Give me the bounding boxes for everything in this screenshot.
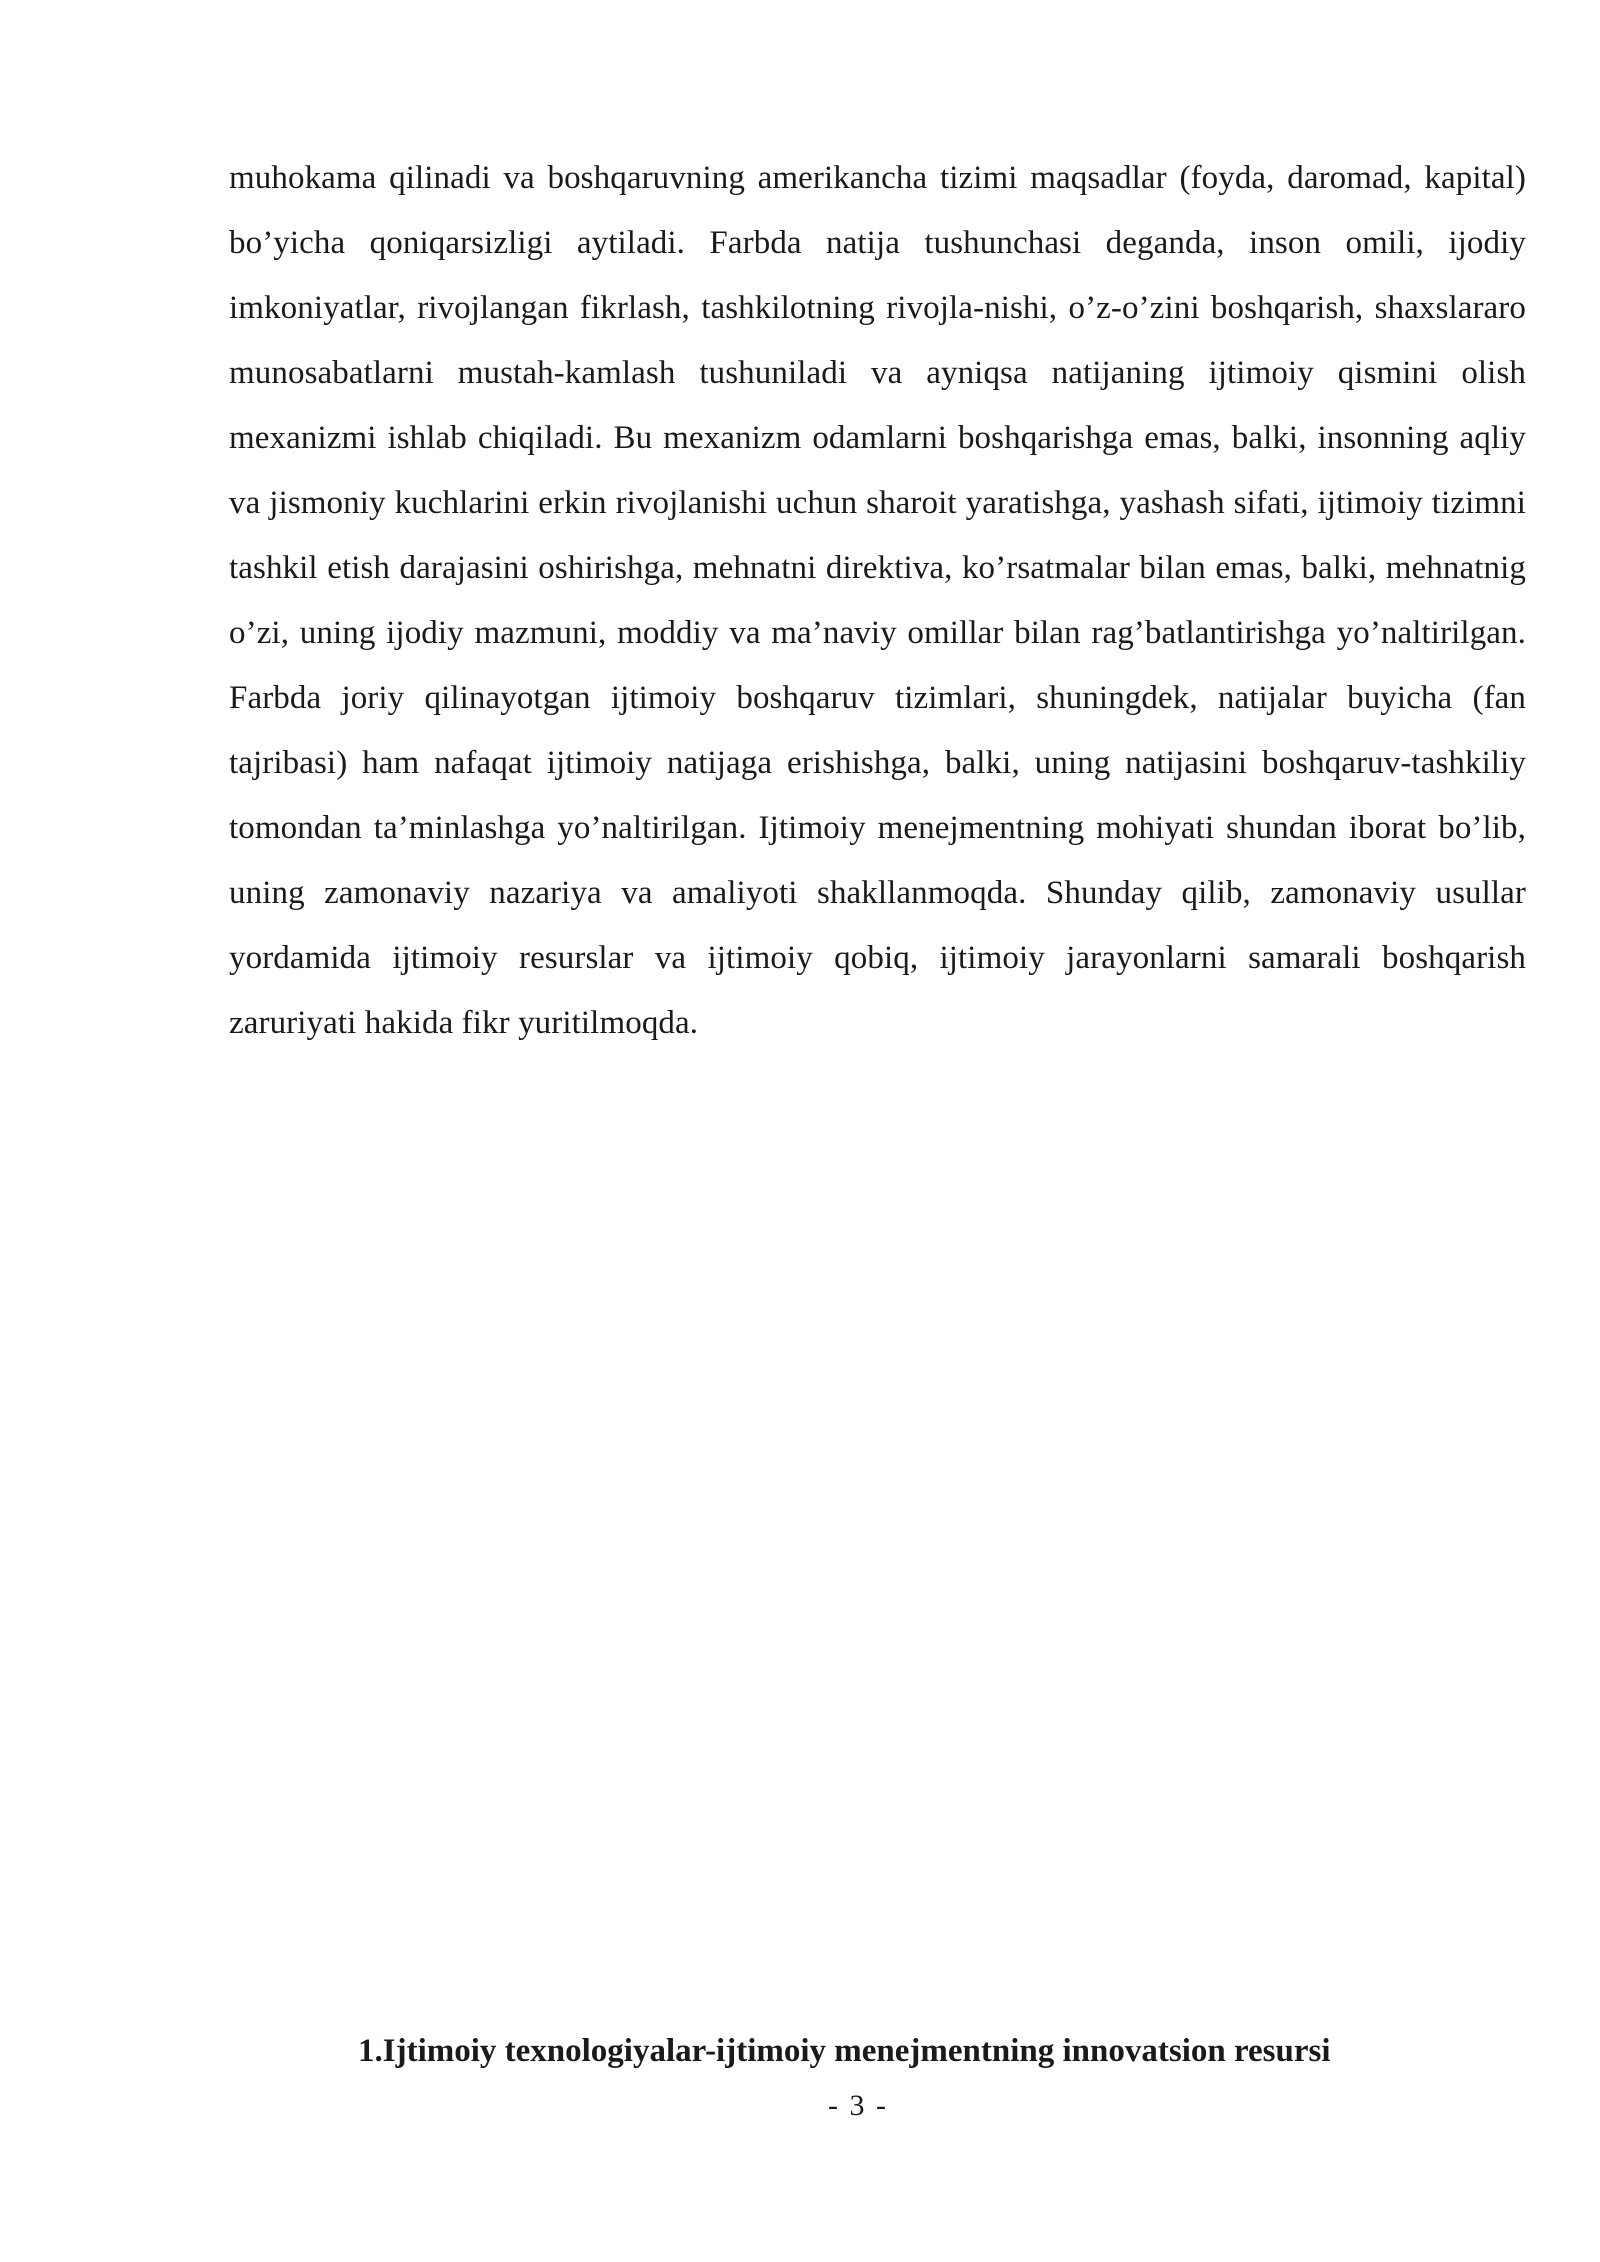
body-paragraph: muhokama qilinadi va boshqaruvning amerikancha tizimi maqsadlar (foyda, daromad, kapital) bo’yicha qoniqarsizligi aytiladi. Farbda natija tushunchasi deganda, inson omili, ijodiy imkoniyatlar, rivojlangan fikrlash, tashkilotning rivojla-nishi, o’z-o’zini boshqarish, shaxslararo munosabatlarni mustah-kamlash tushuniladi va ayniqsa natijaning ijtimoiy qismini olish mexanizmi ishlab chiqiladi. Bu mexanizm odamlarni boshqarishga emas, balki, insonning aqliy va jismoniy kuchlarini erkin rivojlanishi uchun sharoit yaratishga, yashash sifati, ijtimoiy tizimni tashkil etish darajasini oshirishga, mehnatni direktiva, ko’rsatmalar bilan emas, balki, mehnatnig o’zi, uning ijodiy mazmuni, moddiy va ma’naviy omillar bilan rag’batlantirishga yo’naltirilgan. Farbda joriy qilinayotgan ijtimoiy boshqaruv tizimlari, shuningdek, natijalar buyicha (fan tajribasi) ham nafaqat ijtimoiy natijaga erishishga, balki, uning natijasini boshqaruv-tashkiliy tomondan ta’minlashga yo’naltirilgan. Ijtimoiy menejmentning mohiyati shundan iborat bo’lib, uning zamonaviy nazariya va amaliyoti shakllanmoqda. Shunday qilib, zamonaviy usullar yordamida ijtimoiy resurslar va ijtimoiy qobiq, ijtimoiy jarayonlarni samarali boshqarish zaruriyati hakida fikr yuritilmoqda. — [229, 160, 1526, 1041]
section-heading: 1.Ijtimoiy texnologiyalar-ijtimoiy menejmentning innovatsion resursi — [358, 2033, 1331, 2069]
page-number: - 3 - — [828, 2089, 888, 2122]
